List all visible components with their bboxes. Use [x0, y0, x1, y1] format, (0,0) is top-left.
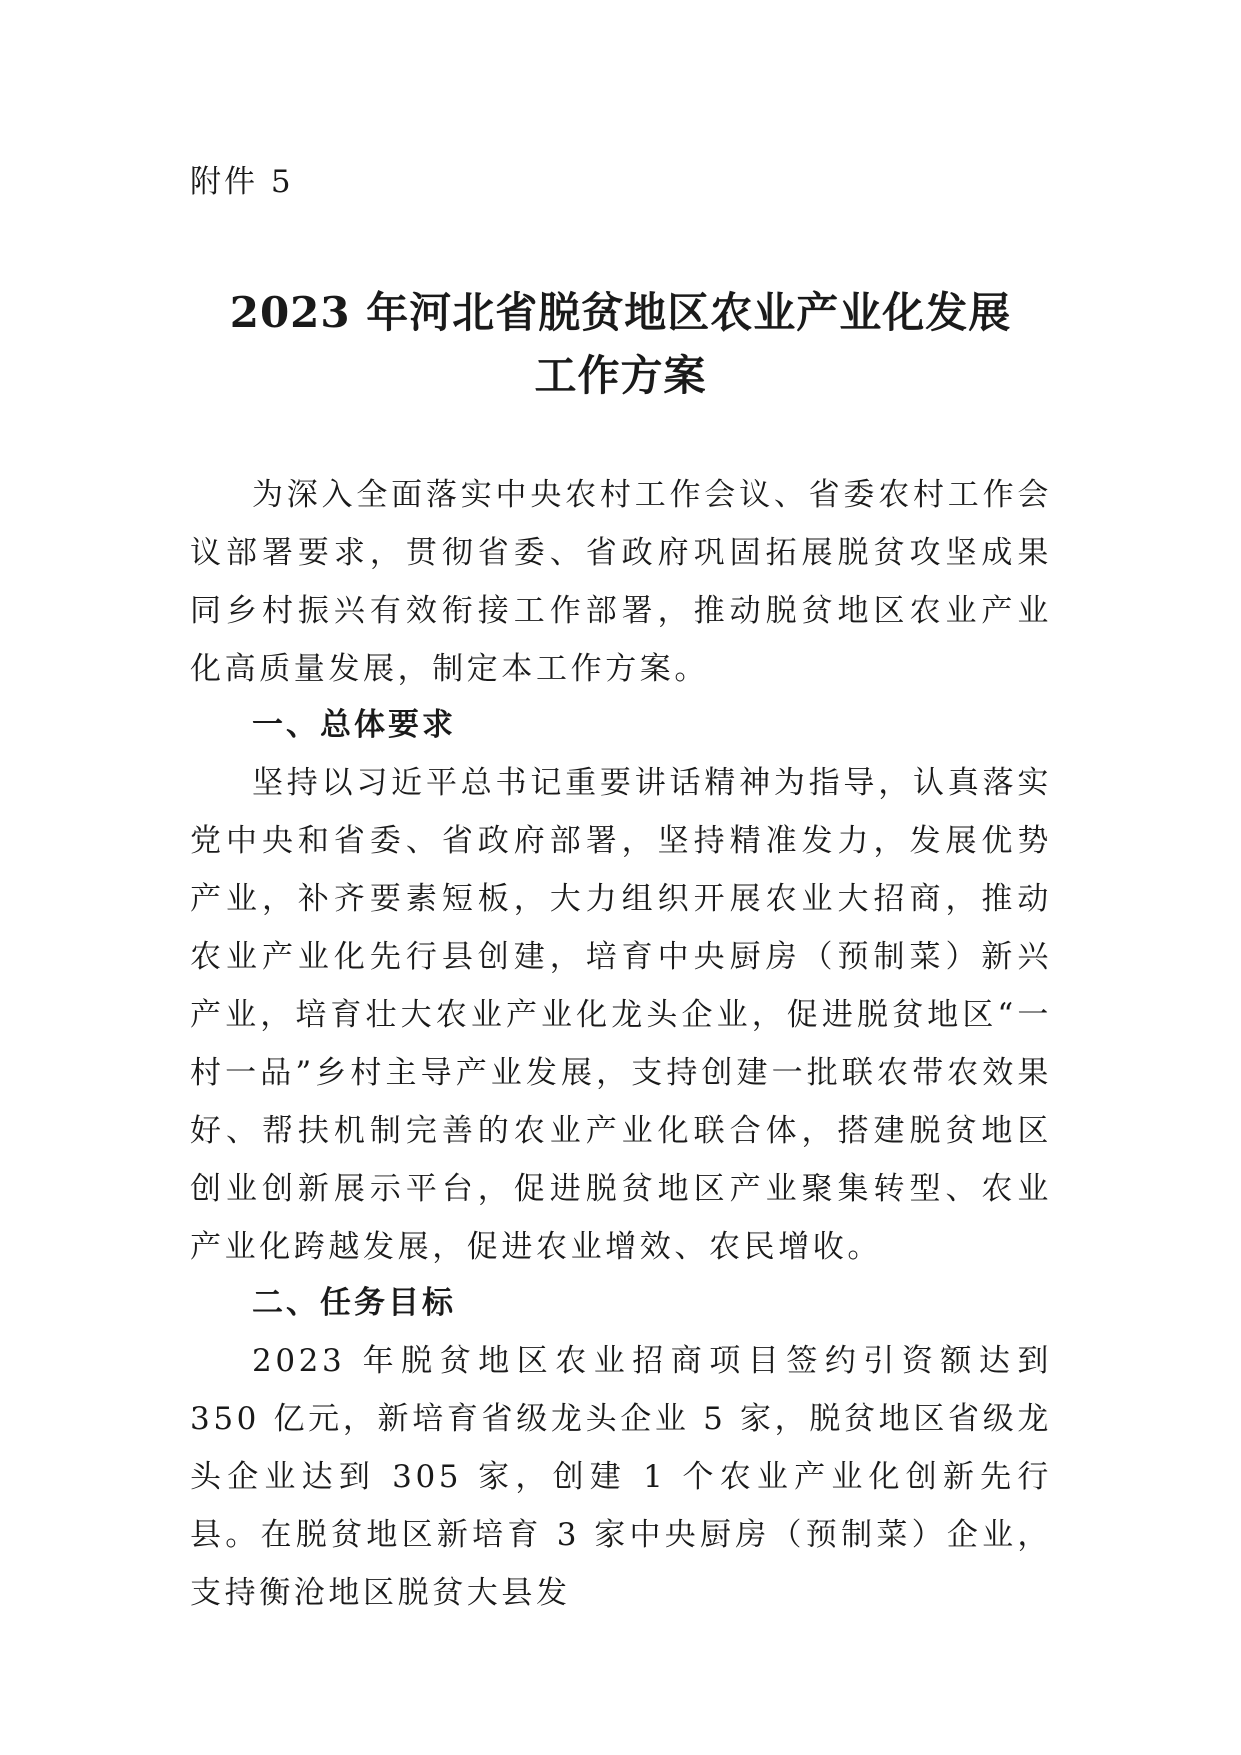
- intro-paragraph: 为深入全面落实中央农村工作会议、省委农村工作会议部署要求，贯彻省委、省政府巩固拓展脱贫攻坚成果同乡村振兴有效衔接工作部署，推动脱贫地区农业产业化高质量发展，制定本工作方案。: [190, 477, 1052, 687]
- document-title-line-2: 工作方案: [534, 351, 707, 400]
- attachment-label: 附件 5: [190, 164, 294, 200]
- section-heading-overall-requirements: 一、总体要求: [252, 707, 456, 743]
- document-title-line-1: 2023 年河北省脱贫地区农业产业化发展: [229, 288, 1012, 337]
- section-paragraph-overall-requirements: 坚持以习近平总书记重要讲话精神为指导，认真落实党中央和省委、省政府部署，坚持精准发力，发展优势产业，补齐要素短板，大力组织开展农业大招商，推动农业产业化先行县创建，培育中央厨房（预制菜）新兴产业，培育壮大农业产业化龙头企业，促进脱贫地区“一村一品”乡村主导产业发展，支持创建一批联农带农效果好、帮扶机制完善的农业产业化联合体，搭建脱贫地区创业创新展示平台，促进脱贫地区产业聚集转型、农业产业化跨越发展，促进农业增效、农民增收。: [190, 765, 1052, 1265]
- section-heading-task-goals: 二、任务目标: [252, 1285, 456, 1321]
- section-paragraph-task-goals: 2023 年脱贫地区农业招商项目签约引资额达到 350 亿元，新培育省级龙头企业 5 家，脱贫地区省级龙头企业达到 305 家，创建 1 个农业产业化创新先行县。在脱贫地区新培育 3 家中央厨房（预制菜）企业，支持衡沧地区脱贫大县发: [190, 1343, 1052, 1611]
